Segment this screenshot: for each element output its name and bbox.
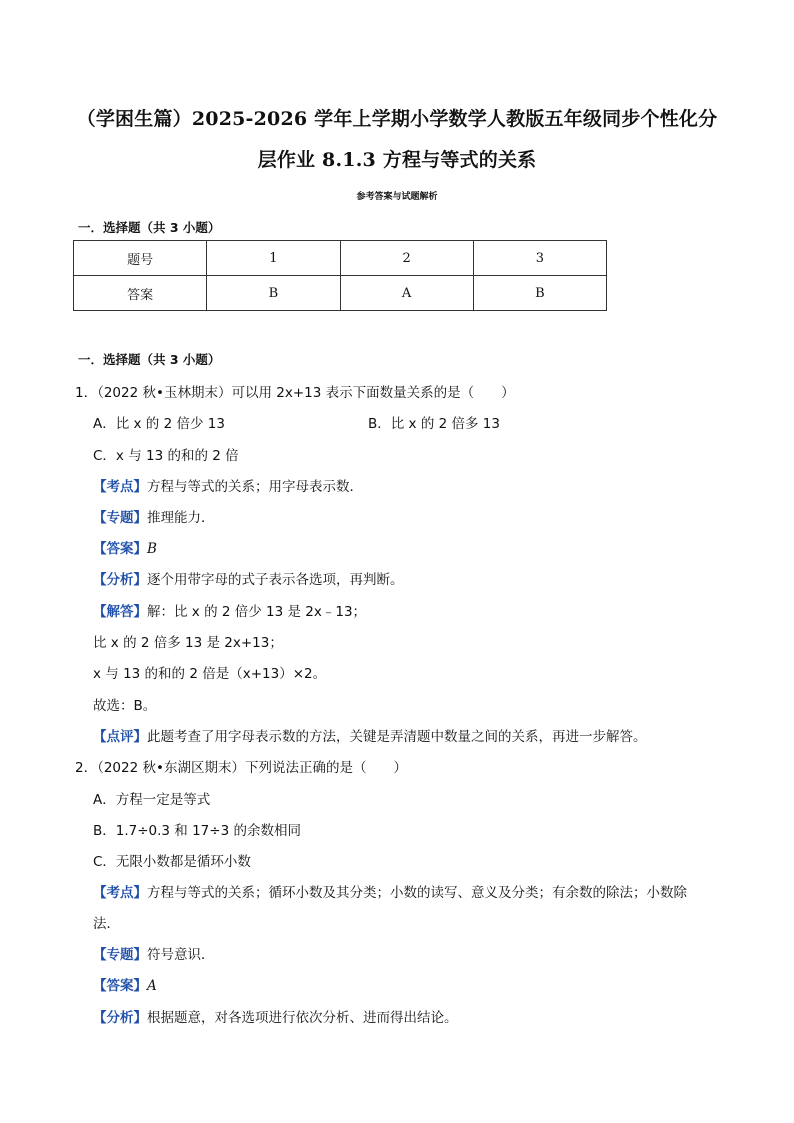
- analysis-tag: 【分析】: [93, 1010, 147, 1026]
- question-1-comment: [93, 725, 647, 745]
- document-subtitle: 参考答案与试题解析: [356, 192, 438, 202]
- question-2-stem: 2．（2022 秋•东湖区期末）下列说法正确的是（ ）: [75, 760, 407, 776]
- answer-tag: 【答案】: [93, 978, 147, 994]
- comment-text: 此题考查了用字母表示数的方法，关键是弄清题中数量之间的关系，再进一步解答。: [147, 729, 647, 745]
- section-heading-answers: 一．选择题（共 3 小题）: [78, 220, 221, 235]
- question-1-option-b: B．比 x 的 2 倍多 13: [368, 416, 500, 432]
- question-1-analysis: [93, 568, 404, 588]
- table-cell: 答案: [74, 276, 207, 311]
- analysis-text: 逐个用带字母的式子表示各选项，再判断。: [147, 572, 404, 588]
- kaodian-text: 方程与等式的关系；用字母表示数．: [147, 479, 363, 495]
- analysis-tag: 【分析】: [93, 572, 147, 588]
- document-title-line2: 层作业 8.1.3 方程与等式的关系: [257, 149, 537, 171]
- analysis-text: 根据题意，对各选项进行依次分析、进而得出结论。: [147, 1010, 458, 1026]
- question-2-zhuanti: [93, 943, 215, 963]
- answer-tag: 【答案】: [93, 541, 147, 557]
- question-2-option-b: B．1.7÷0.3 和 17÷3 的余数相同: [93, 823, 301, 839]
- question-1-stem: 1．（2022 秋•玉林期末）可以用 2x+13 表示下面数量关系的是（ ）: [75, 385, 515, 401]
- question-1-answer: [93, 537, 157, 557]
- zhuanti-tag: 【专题】: [93, 510, 147, 526]
- solution-tag: 【解答】: [93, 604, 147, 620]
- answer-value: B: [147, 541, 157, 557]
- kaodian-tag: 【考点】: [93, 479, 147, 495]
- question-2-option-a: A．方程一定是等式: [93, 792, 211, 808]
- question-1-solution: [93, 600, 366, 620]
- question-2-analysis: [93, 1006, 458, 1026]
- kaodian-continued: 法．: [93, 916, 120, 932]
- solution-line: 比 x 的 2 倍多 13 是 2x+13；: [93, 635, 283, 651]
- table-cell: 题号: [74, 241, 207, 276]
- question-2-kaodian: [93, 881, 687, 901]
- table-cell: 2: [340, 241, 473, 276]
- document-title-line1: （学困生篇）2025-2026 学年上学期小学数学人教版五年级同步个性化分: [76, 108, 718, 130]
- solution-line: 解：比 x 的 2 倍少 13 是 2x﹣13；: [147, 604, 367, 620]
- question-1-option-a: A．比 x 的 2 倍少 13: [93, 416, 225, 432]
- zhuanti-tag: 【专题】: [93, 947, 147, 963]
- solution-line: x 与 13 的和的 2 倍是（x+13）×2。: [93, 666, 327, 682]
- question-1-zhuanti: [93, 506, 215, 526]
- question-2-option-c: C．无限小数都是循环小数: [93, 854, 251, 870]
- solution-line: 故选：B。: [93, 698, 157, 714]
- table-cell: B: [207, 276, 340, 311]
- kaodian-tag: 【考点】: [93, 885, 147, 901]
- table-cell: B: [473, 276, 606, 311]
- section-heading-questions: 一．选择题（共 3 小题）: [78, 352, 221, 367]
- question-2-answer: [93, 974, 157, 994]
- zhuanti-text: 推理能力．: [147, 510, 215, 526]
- kaodian-text: 方程与等式的关系；循环小数及其分类；小数的读写、意义及分类；有余数的除法；小数除: [147, 885, 687, 901]
- question-1-kaodian: [93, 475, 363, 495]
- table-cell: 1: [207, 241, 340, 276]
- answer-value: A: [147, 978, 157, 994]
- table-row: [74, 276, 607, 311]
- question-1-option-c: C．x 与 13 的和的 2 倍: [93, 448, 239, 464]
- table-cell: A: [340, 276, 473, 311]
- comment-tag: 【点评】: [93, 729, 147, 745]
- table-row: [74, 241, 607, 276]
- answer-table: [73, 240, 607, 311]
- zhuanti-text: 符号意识．: [147, 947, 215, 963]
- table-cell: 3: [473, 241, 606, 276]
